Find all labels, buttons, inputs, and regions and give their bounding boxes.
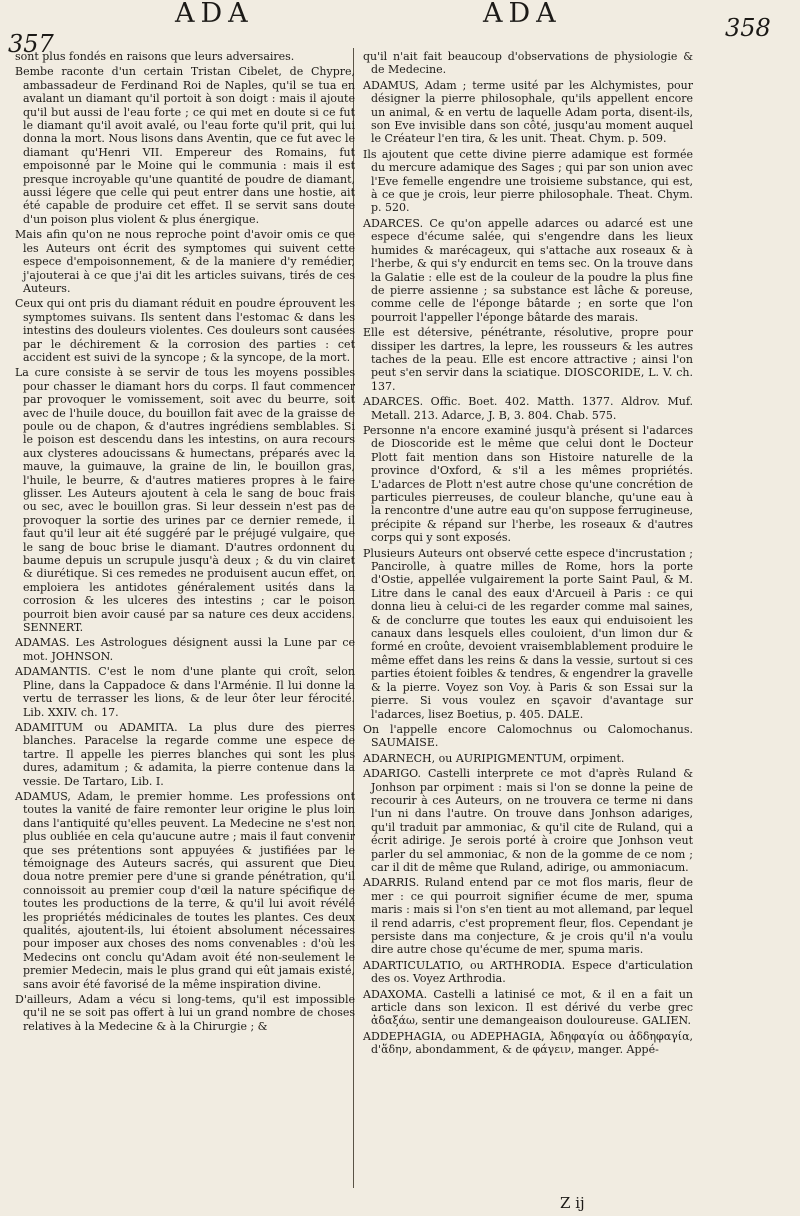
left-page-number: 357 [8, 30, 54, 58]
entry-adamitum: ADAMITUM ou ADAMITA. La plus dure des pierres blanches. Paracelse la regarde comme une espece de tartre. Il appelle les pierres blanches qui sont les plus dures, adamitum ; & adamita, la pierre contenue dans la vessie. De Tartaro, Lib. I. [15, 720, 355, 788]
paragraph: D'ailleurs, Adam a vécu si long-tems, qu'il est impossible qu'il ne se soit pas offert à lui un grand nombre de choses relatives à la Medecine & à la Chirurgie ; & [15, 993, 355, 1033]
paragraph: Bembe raconte d'un certain Tristan Cibelet, de Chypre, ambassadeur de Ferdinand Roi de Naples, qu'il se tua en avalant un diamant qu'il portoit à son doigt : mais il ajoute qu'il but aussi de l'eau forte ; ce qui met en doute si ce fut le diamant qu'il avoit avalé, ou l'eau forte qu'il prit, qui lui donna la mort. Nous lisons dans Aventin, que ce fut avec le diamant qu'Henri VII. Empereur des Romains, fut empoisonné par le Moine qui le communia : mais il est presque incroyable qu'une quantité de poudre de diamant, aussi légere que celle qui peut entrer dans une hostie, ait été capable de produire cet effet. Il se servit sans doute d'un poison plus violent & plus énergique. [15, 65, 355, 226]
paragraph: Ils ajoutent que cette divine pierre adamique est formée du mercure adamique des Sages ; qui par son union avec l'Eve femelle engendre une troisieme substance, qui est, à ce que je crois, leur pierre philosophale. Theat. Chym. p. 520. [363, 147, 693, 215]
left-running-headword: ADA [175, 0, 254, 29]
entry-adamus: ADAMUS, Adam, le premier homme. Les professions ont toutes la vanité de faire remonter leur origine le plus loin dans l'antiquité qu'elles peuvent. La Medecine ne s'est non plus oubliée en cela qu'aucune autre ; mais il faut convenir que ses prétentions sont appuyées & justifiées par le témoignage des Auteurs sacrés, qui assurent que Dieu doua notre premier pere d'une si grande pénétration, qu'il connoissoit au premier coup d'œil la nature spécifique de toutes les productions de la terre, & qu'il lui avoit révélé les propriétés médicinales de toutes les plantes. Ces deux qualités, ajoutent-ils, lui étoient absolument nécessaires pour imposer aux choses des noms convenables : d'où les Medecins ont conclu qu'Adam avoit été non-seulement le premier Medecin, mais le plus grand qui eût jamais existé, sans avoir été favorisé de la même inspiration divine. [15, 789, 355, 991]
paragraph: Mais afin qu'on ne nous reproche point d'avoir omis ce que les Auteurs ont écrit des symptomes qui suivent cette espece d'empoisonnement, & de la maniere d'y remédier, j'ajouterai à ce que j'ai dit les articles suivans, tirés de ces Auteurs. [15, 228, 355, 295]
paragraph: Plusieurs Auteurs ont observé cette espece d'incrustation ; Pancirolle, à quatre milles de Rome, hors la porte d'Ostie, appellée vulgairement la porte Saint Paul, & M. Litre dans le canal des eaux d'Arcueil à Paris : ce qui donna lieu à celui-ci de les regarder comme mal saines, & de conclurre que toutes les eaux qui enduisoient les canaux dans lesquels elles couloient, d'un limon dur & formé en croûte, devoient vraisemblablement produire le même effet dans les reins & dans la vessie, surtout si ces parties étoient foibles & tendres, & engendrer la gravelle & la pierre. Voyez son Voy. à Paris & son Essai sur la pierre. Si vous voulez en sçavoir d'avantage sur l'adarces, lisez Boetius, p. 405. DALE. [363, 546, 693, 721]
paragraph: Personne n'a encore examiné jusqu'à présent si l'adarces de Dioscoride est le même que celui dont le Docteur Plott fait mention dans son Histoire naturelle de la province d'Oxford, & s'il a les mêmes propriétés. L'adarces de Plott n'est autre chose qu'une concrétion de particules pierreuses, de couleur blanche, qu'une eau à la rencontre d'une autre eau qu'on suppose ferrugineuse, précipite & répand sur l'herbe, les roseaux & d'autres corps qui y sont exposés. [363, 423, 693, 545]
paragraph: La cure consiste à se servir de tous les moyens possibles pour chasser le diamant hors du corps. Il faut commencer par provoquer le vomissement, soit avec du beurre, soit avec de l'huile douce, du bouillon fait avec de la graisse de poule ou de chapon, & d'autres ingrédiens semblables. Si le poison est descendu dans les intestins, on aura recours aux clysteres adoucissans & humectans, préparés avec la mauve, la guimauve, la graine de lin, le bouillon gras, l'huile, le beurre, & d'autres matieres propres à le faire glisser. Les Auteurs ajoutent à cela le sang de bouc frais ou sec, avec le bouillon gras. Si leur dessein n'est pas de provoquer la sortie des urines par ce dernier remede, il faut qu'il leur ait été suggéré par le préjugé vulgaire, que le sang de bouc brise le diamant. D'autres ordonnent du baume depuis un scrupule jusqu'à deux ; & du vin clairet & diurétique. Si ces remedes ne produisent aucun effet, on emploiera les antidotes généralement usités dans la corrosion & les ulceres des intestins ; car le poison pourroit bien avoir causé par sa nature ces deux accidens. SENNERT. [15, 366, 355, 635]
right-running-headword: ADA [483, 0, 562, 29]
right-column [363, 50, 693, 1059]
entry-adamus-alchemy: ADAMUS, Adam ; terme usité par les Alchymistes, pour désigner la pierre philosophale, qu'ils appellent encore un animal, & en vertu de laquelle Adam porta, disent-ils, son Eve invisible dans son côté, jusqu'au moment auquel le Créateur l'en tira, & les unit. Theat. Chym. p. 509. [363, 78, 693, 146]
paragraph: On l'appelle encore Calomochnus ou Calomochanus. SAUMAISE. [363, 722, 693, 750]
entry-addephagia: ADDEPHAGIA, ou ADEPHAGIA, Ἀδηφαγία ou ἀδδηφαγία, d'ἅδην, abondamment, & de φάγειν, manger. Appé- [363, 1029, 693, 1057]
entry-adarces: ADARCES. Ce qu'on appelle adarces ou adarcé est une espece d'écume salée, qui s'engendre dans les lieux humides & marécageux, qui s'attache aux roseaux & à l'herbe, & qui s'y endurcit en tems sec. On la trouve dans la Galatie : elle est de la couleur de la poudre la plus fine de pierre assienne ; sa substance est lâche & poreuse, comme celle de l'éponge bâtarde ; en sorte que l'on pourroit l'appeller l'éponge bâtarde des marais. [363, 216, 693, 324]
entry-adamantis: ADAMANTIS. C'est le nom d'une plante qui croît, selon Pline, dans la Cappadoce & dans l'Arménie. Il lui donne la vertu de terrasser les lions, & de leur ôter leur férocité. Lib. XXIV. ch. 17. [15, 665, 355, 719]
paragraph: qu'il n'ait fait beaucoup d'observations de physiologie & de Medecine. [363, 50, 693, 77]
entry-adarticulatio: ADARTICULATIO, ou ARTHRODIA. Espece d'articulation des os. Voyez Arthrodia. [363, 958, 693, 986]
paragraph: ADARCES. Offic. Boet. 402. Matth. 1377. Aldrov. Muf. Metall. 213. Adarce, J. B, 3. 804. Chab. 575. [363, 395, 693, 422]
paragraph: Ceux qui ont pris du diamant réduit en poudre éprouvent les symptomes suivans. Ils sentent dans l'estomac & dans les intestins des douleurs violentes. Ces douleurs sont causées par le déchirement & la corrosion des parties : cet accident est suivi de la syncope ; & la syncope, de la mort. [15, 297, 355, 364]
right-page-number: 358 [725, 14, 771, 42]
entry-adarnech: ADARNECH, ou AURIPIGMENTUM, orpiment. [363, 751, 625, 765]
entry-adaxoma: ADAXOMA. Castelli a latinisé ce mot, & il en a fait un article dans son lexicon. Il est dérivé du verbe grec ἀδαξάω, sentir une demangeaison douloureuse. GALIEN. [363, 987, 693, 1028]
entry-adarigo: ADARIGO. Castelli interprete ce mot d'après Ruland & Jonhson par orpiment : mais si l'on se donne la peine de recourir à ces Auteurs, on ne trouvera ce terme ni dans l'un ni dans l'autre. On trouve dans Jonhson adariges, qu'il traduit par ammoniac, & qu'il cite de Ruland, qui a écrit adirige. Je serois porté à croire que Jonhson veut parler du sel ammoniac, & non de la gomme de ce nom ; car il dit de même que Ruland, adirige, ou ammoniacum. [363, 767, 693, 874]
entry-adamas: ADAMAS. Les Astrologues désignent aussi la Lune par ce mot. JOHNSON. [15, 636, 355, 663]
entry-adarris: ADARRIS. Ruland entend par ce mot flos maris, fleur de mer : ce qui pourroit signifier écume de mer, spuma maris : mais si l'on s'en tient au mot allemand, par lequel il rend adarris, c'est proprement fleur, flos. Cependant je persiste dans ma conjecture, & je crois qu'il n'a voulu dire autre chose qu'écume de mer, spuma maris. [363, 876, 693, 957]
paragraph: Elle est détersive, pénétrante, résolutive, propre pour dissiper les dartres, la lepre, les rousseurs & les autres taches de la peau. Elle est encore attractive ; ainsi l'on peut s'en servir dans la sciatique. DIOSCORIDE, L. V. ch. 137. [363, 326, 693, 393]
paragraph: sont plus fondés en raisons que leurs adversaires. [15, 50, 295, 63]
left-column [15, 50, 355, 1035]
signature-mark: Z ij [560, 1194, 585, 1212]
